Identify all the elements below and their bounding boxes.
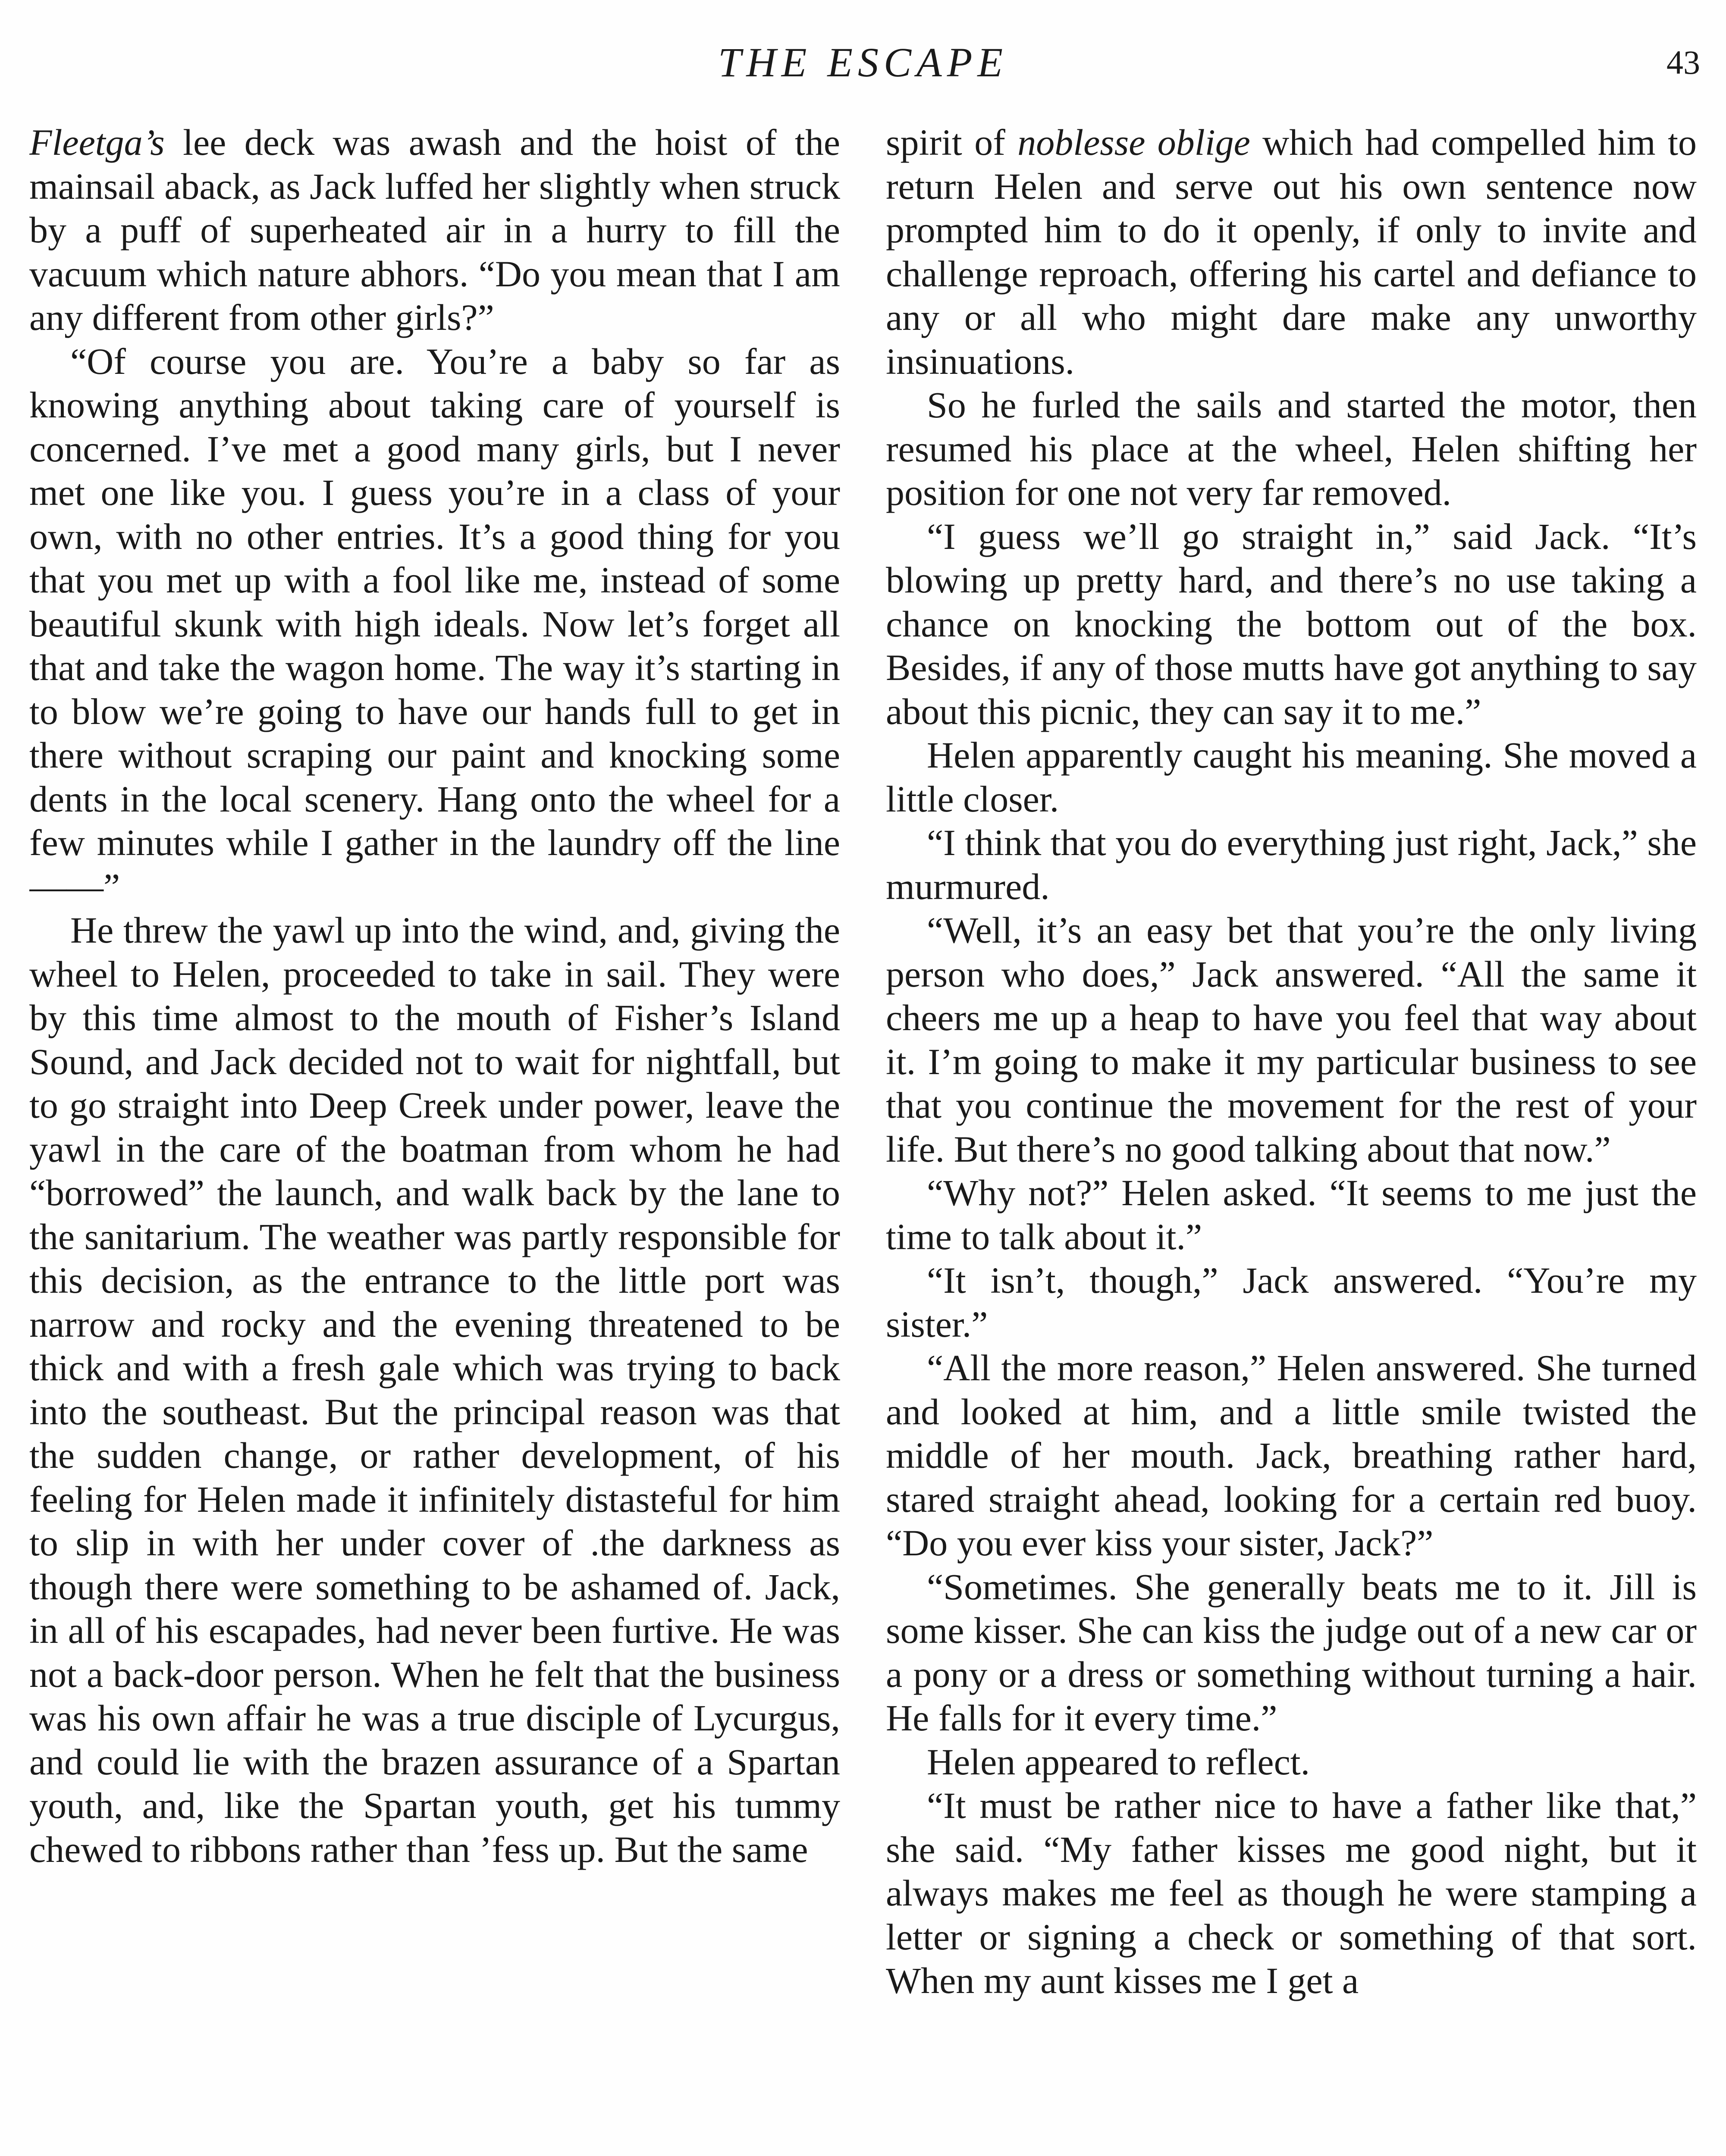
paragraph	[886, 121, 1697, 383]
paragraph: “All the more reason,” Helen answered. She turned and looked at him, and a little smile twisted the middle of her mouth. Jack, breathing rather hard, stared straight ahead, looking for a certain red buoy. “Do you ever kiss your sister, Jack?”	[886, 1347, 1697, 1564]
right-column	[886, 121, 1697, 2156]
paragraph: “Why not?” Helen asked. “It seems to me just the time to talk about it.”	[886, 1172, 1697, 1257]
paragraph-text: which had compelled him to return Helen and serve out his own sentence now prompted him to do it openly, if only to invite and challenge reproach, offering his cartel and defiance to any or all who might dare make any unworthy insinuations.	[886, 122, 1697, 382]
left-column	[29, 121, 840, 2156]
paragraph: Helen appeared to reflect.	[927, 1741, 1310, 1783]
paragraph: “It isn’t, though,” Jack answered. “You’re my sister.”	[886, 1260, 1697, 1345]
paragraph: “Well, it’s an easy bet that you’re the only living person who does,” Jack answered. “All the same it cheers me up a heap to have you feel that way about it. I’m going to make it my particular business to see that you continue the movement for the rest of your life. But there’s no good talking about that now.”	[886, 909, 1697, 1170]
paragraph: “I think that you do everything just right, Jack,” she murmured.	[886, 822, 1697, 907]
page-header	[26, 34, 1700, 91]
italic-phrase: noblesse oblige	[1017, 122, 1250, 163]
paragraph	[29, 121, 840, 340]
text-columns	[29, 121, 1697, 2156]
paragraph-text: spirit of	[886, 122, 1018, 163]
paragraph: “Of course you are. You’re a baby so far as knowing anything about taking care of yourself is concerned. I’ve met a good many girls, but I never met one like you. I guess you’re in a class of your own, with no other entries. It’s a good thing for you that you met up with a fool like me, instead of some beautiful skunk with high ideals. Now let’s forget all that and take the wagon home. The way it’s starting in to blow we’re going to have our hands full to get in there without scraping our paint and knocking some dents in the local scenery. Hang onto the wheel for a few minutes while I gather in the laundry off the line——”	[29, 340, 840, 907]
ship-name: Fleetga’s	[29, 122, 165, 163]
running-title: THE ESCAPE	[718, 39, 1008, 85]
paragraph: He threw the yawl up into the wind, and, giving the wheel to Helen, proceeded to take in sail. They were by this time almost to the mouth of Fisher’s Island Sound, and Jack decided not to wait for nightfall, but to go straight into Deep Creek under power, leave the yawl in the care of the boatman from whom he had “borrowed” the launch, and walk back by the lane to the sanitarium. The weather was partly responsible for this decision, as the entrance to the little port was narrow and rocky and the evening threatened to be thick and with a fresh gale which was trying to back into the southeast. But the principal reason was that the sudden change, or rather development, of his feeling for Helen made it infinitely distasteful for him to slip in with her under cover of .the darkness as though there were something to be ashamed of. Jack, in all of his escapades, had never been furtive. He was not a back-door person. When he felt that the business was his own affair he was a true disciple of Lycurgus, and could lie with the brazen assurance of a Spartan youth, and, like the Spartan youth, get his tummy chewed to ribbons rather than ’fess up. But the same	[29, 909, 840, 1870]
paragraph: “I guess we’ll go straight in,” said Jack. “It’s blowing up pretty hard, and there’s no use taking a chance on knocking the bottom out of the box. Besides, if any of those mutts have got anything to say about this picnic, they can say it to me.”	[886, 515, 1697, 732]
paragraph: So he furled the sails and started the motor, then resumed his place at the wheel, Helen shifting her position for one not very far removed.	[886, 384, 1697, 513]
paragraph-text: lee deck was awash and the hoist of the mainsail aback, as Jack luffed her slightly when struck by a puff of superheated air in a hurry to fill the vacuum which nature abhors. “Do you mean that I am any different from other girls?”	[29, 122, 840, 338]
page-number: 43	[1666, 44, 1700, 81]
paragraph: “It must be rather nice to have a father like that,” she said. “My father kisses me good night, but it always makes me feel as though he were stamping a letter or signing a check or something of that sort. When my aunt kisses me I get a	[886, 1785, 1697, 2001]
paragraph: “Sometimes. She generally beats me to it. Jill is some kisser. She can kiss the judge out of a new car or a pony or a dress or something without turning a hair. He falls for it every time.”	[886, 1566, 1697, 1739]
paragraph: Helen apparently caught his meaning. She moved a little closer.	[886, 734, 1697, 820]
